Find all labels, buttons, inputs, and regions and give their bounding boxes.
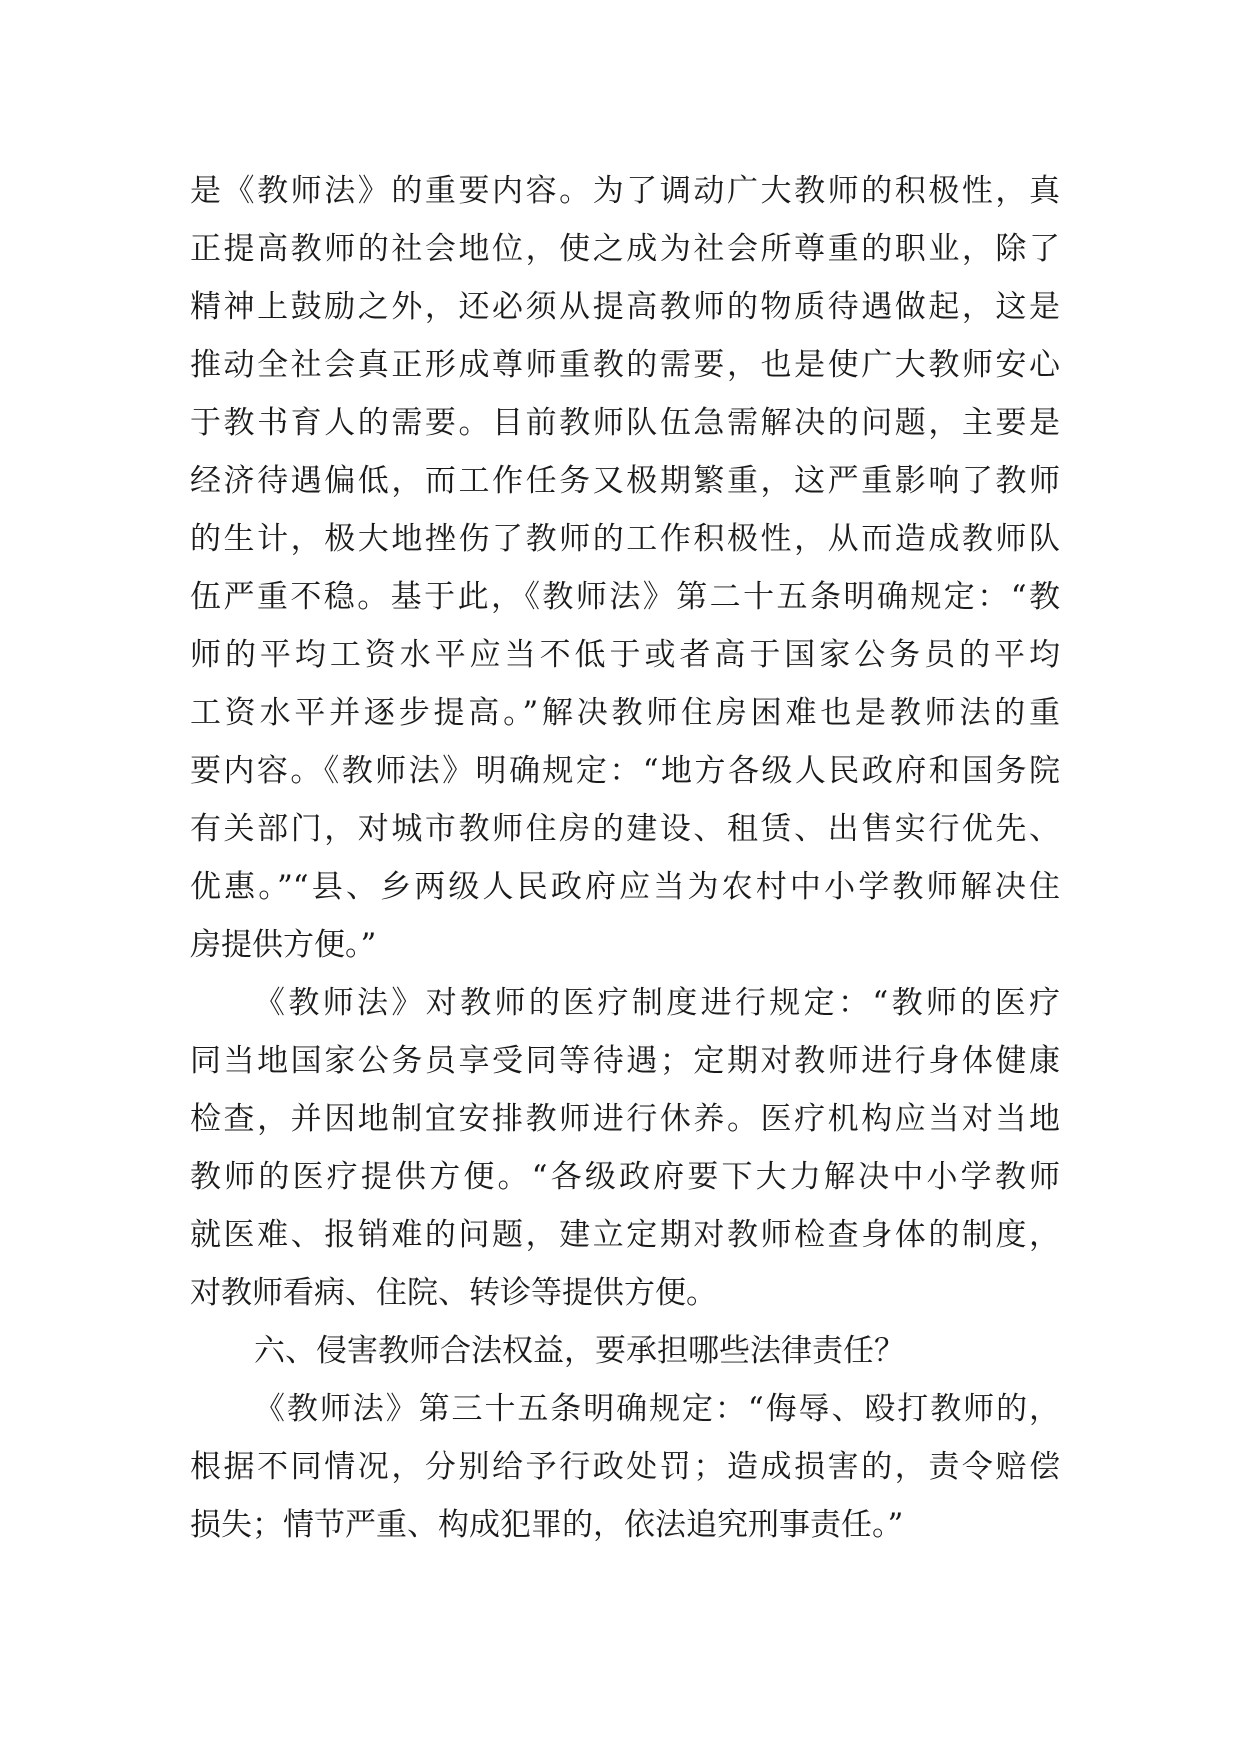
text-line: 六、侵害教师合法权益，要承担哪些法律责任？ [254, 1333, 905, 1369]
text-line: 根据不同情况，分别给予行政处罚；造成损害的，责令赔偿 [190, 1449, 1060, 1485]
text-line: 是《教师法》的重要内容。为了调动广大教师的积极性，真 [190, 173, 1060, 209]
text-line: 《教师法》对教师的医疗制度进行规定：“教师的医疗 [254, 985, 1060, 1021]
text-line: 教师的医疗提供方便。“各级政府要下大力解决中小学教师 [190, 1159, 1060, 1195]
text-line: 就医难、报销难的问题，建立定期对教师检查身体的制度， [190, 1217, 1060, 1253]
text-line: 要内容。《教师法》明确规定：“地方各级人民政府和国务院 [190, 753, 1060, 789]
text-line: 同当地国家公务员享受同等待遇；定期对教师进行身体健康 [190, 1043, 1060, 1079]
text-line: 检查，并因地制宜安排教师进行休养。医疗机构应当对当地 [190, 1101, 1060, 1137]
text-line: 《教师法》第三十五条明确规定：“侮辱、殴打教师的， [254, 1391, 1060, 1427]
text-line: 有关部门，对城市教师住房的建设、租赁、出售实行优先、 [190, 811, 1060, 847]
text-line: 推动全社会真正形成尊师重教的需要，也是使广大教师安心 [190, 347, 1060, 383]
text-line: 于教书育人的需要。目前教师队伍急需解决的问题，主要是 [190, 405, 1060, 441]
text-line: 伍严重不稳。基于此，《教师法》第二十五条明确规定：“教 [190, 579, 1060, 615]
text-line: 对教师看病、住院、转诊等提供方便。 [190, 1275, 717, 1311]
text-line: 损失；情节严重、构成犯罪的，依法追究刑事责任。” [190, 1507, 904, 1543]
text-line: 正提高教师的社会地位，使之成为社会所尊重的职业，除了 [190, 231, 1060, 267]
text-line: 优惠。”“县、乡两级人民政府应当为农村中小学教师解决住 [190, 869, 1060, 905]
text-line: 工资水平并逐步提高。”解决教师住房困难也是教师法的重 [190, 695, 1060, 731]
document-body [190, 162, 1060, 1554]
text-line: 师的平均工资水平应当不低于或者高于国家公务员的平均 [190, 637, 1060, 673]
text-line: 经济待遇偏低，而工作任务又极期繁重，这严重影响了教师 [190, 463, 1060, 499]
text-line: 房提供方便。” [190, 927, 377, 963]
text-line: 的生计，极大地挫伤了教师的工作积极性，从而造成教师队 [190, 521, 1060, 557]
text-line: 精神上鼓励之外，还必须从提高教师的物质待遇做起，这是 [190, 289, 1060, 325]
